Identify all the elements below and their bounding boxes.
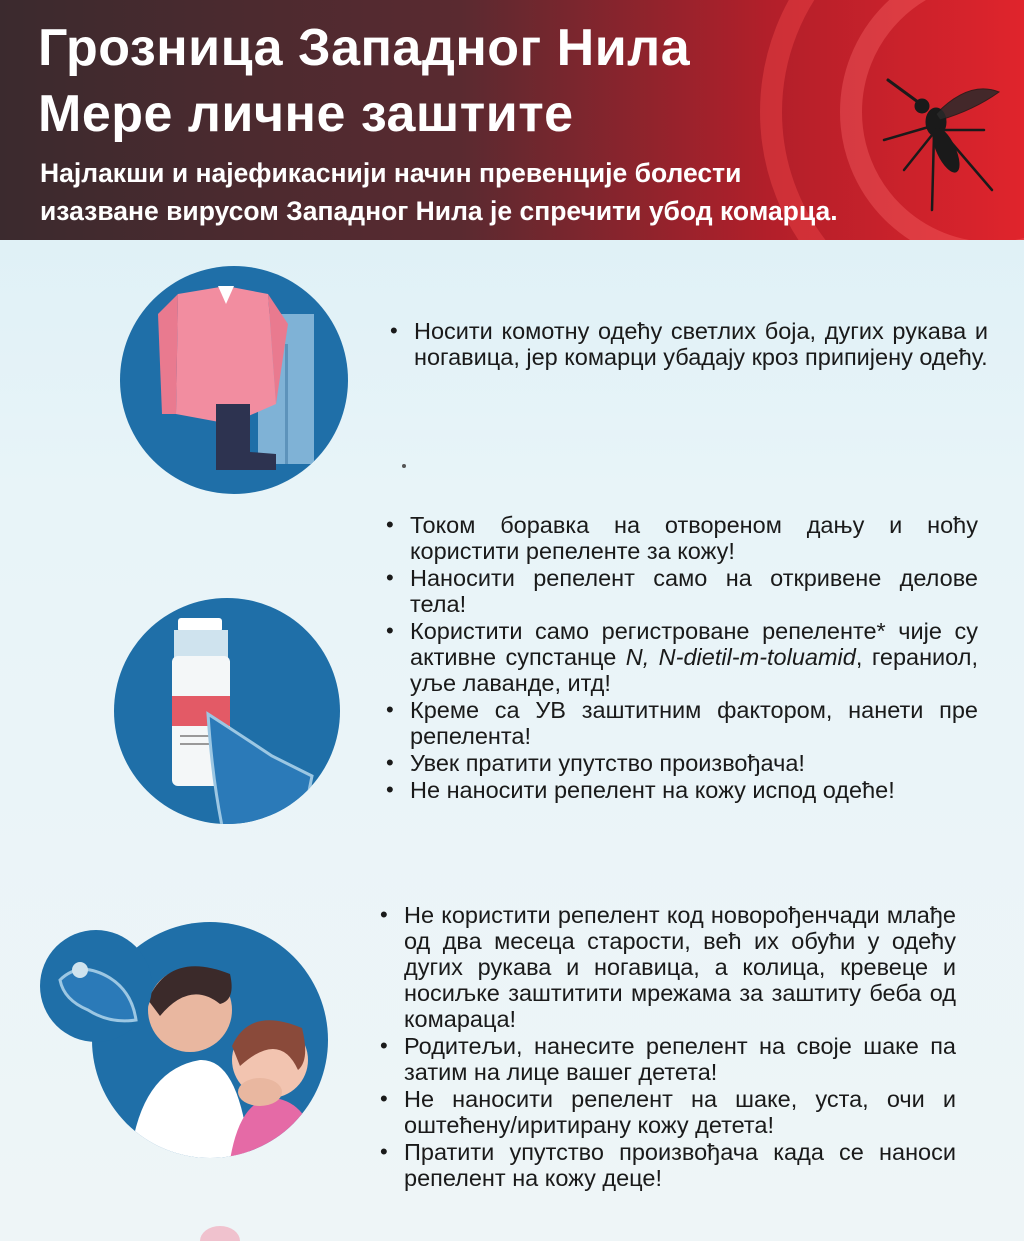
decorative-shape <box>200 1226 240 1241</box>
page-subtitle: Мере личне заштите <box>38 85 574 143</box>
list-item: • Креме са УВ заштитним фактором, нанети пре репелента! <box>384 697 978 749</box>
list-item: • Пратити упутство произвођача када се наноси репелент на кожу деце! <box>378 1139 956 1191</box>
clothing-icon <box>118 264 350 496</box>
children-advice-list <box>378 902 956 1192</box>
list-item: • Носити комотну одећу светлих боја, дугих рукава и ногавица, јер комарци убадају кроз припијену одећу. <box>388 318 988 370</box>
intro-text-line1: Најлакши и најефикаснији начин превенције болести <box>40 158 742 188</box>
list-item: • Користити само регистроване репеленте* чије су активне супстанце N, N-dietil-m-toluamid, гераниол, уље лаванде, итд! <box>384 618 978 696</box>
list-item: • Увек пратити упутство произвођача! <box>384 750 978 776</box>
mosquito-icon <box>874 70 1004 220</box>
list-item: • Не наносити репелент на кожу испод одеће! <box>384 777 978 803</box>
separator-dot <box>402 464 406 468</box>
list-item: • Родитељи, нанесите репелент на своје шаке па затим на лице вашег детета! <box>378 1033 956 1085</box>
list-item: • Наносити репелент само на откривене делове тела! <box>384 565 978 617</box>
intro-text-line2: изазване вирусом Западног Нила је спречити убод комарца. <box>40 196 838 226</box>
header-banner <box>0 0 1024 240</box>
clothing-advice-list <box>388 318 988 371</box>
repellent-advice-list <box>384 512 978 804</box>
list-item: • Не користити репелент код новорођенчади млађе од два месеца старости, већ их обући у одећу дугих рукава и ногавица, а колица, кревеце и носиљке заштитити мрежама за заштиту беба од комараца! <box>378 902 956 1032</box>
list-item: • Не наносити репелент на шаке, уста, очи и оштећену/иритирану кожу детета! <box>378 1086 956 1138</box>
spray-can-icon <box>112 596 342 826</box>
parent-child-icon <box>40 920 340 1160</box>
list-item: • Током боравка на отвореном дању и ноћу користити репеленте за кожу! <box>384 512 978 564</box>
page-title: Грозница Западног Нила <box>38 19 691 77</box>
